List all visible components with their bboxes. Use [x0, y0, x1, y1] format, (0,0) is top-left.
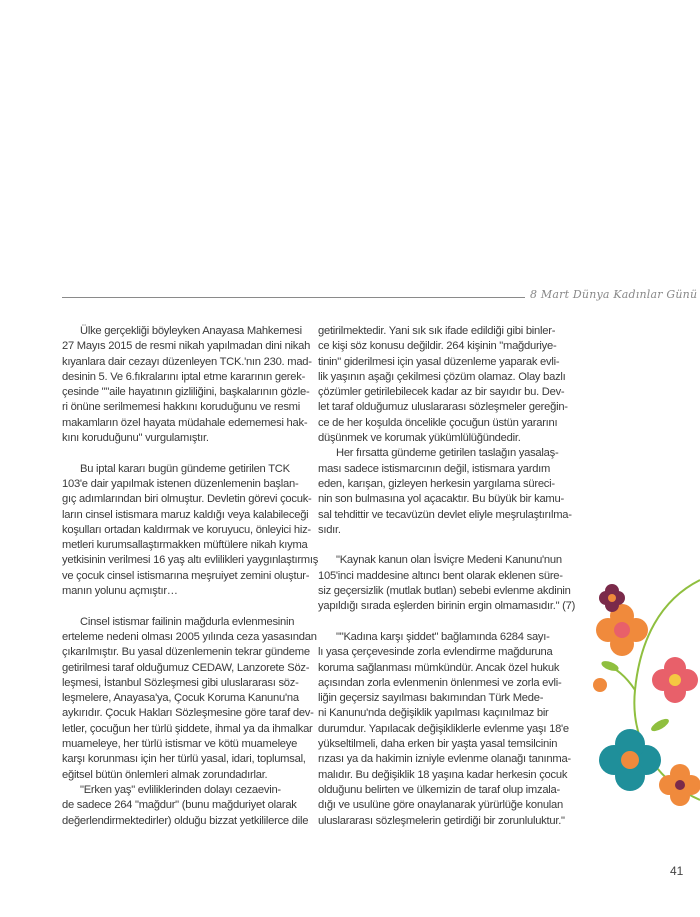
left-column	[62, 324, 317, 829]
text-line: Bu iptal kararı bugün gündeme getirilen TCK	[80, 462, 290, 475]
text-line: kını koruduğunu" vurgulamıştır.	[62, 432, 209, 445]
text-line: letler, çocuğun her türlü şiddete, ihmal ya da ihmalkar	[62, 722, 313, 735]
text-line: 27 Mayıs 2015 de resmi nikah yapılmadan dini nikah	[62, 340, 311, 353]
text-line: düşünmek ve korumak yükümlülüğündedir.	[318, 432, 521, 445]
text-line: "Erken yaş" evliliklerinden dolayı cezaevin-	[80, 783, 281, 796]
text-line: tinin" giderilmesi için yasal düzenleme yaparak evli-	[318, 355, 560, 368]
text-line: ri önüne serilmemesi hakkını koruduğunu ve resmi	[62, 401, 300, 414]
text-line: erteleme nedeni olması 2005 yılında ceza yasasından	[62, 630, 317, 643]
text-line: liğin geçersiz sayılması bakımından Türk Mede-	[318, 692, 544, 705]
text-line: aykırıdır. Çocuk Hakları Sözleşmesine göre taraf dev-	[62, 707, 314, 720]
paragraph	[62, 462, 317, 600]
paragraph	[62, 615, 317, 783]
text-line: karşı korunması için her türlü yasal, idari, toplumsal,	[62, 753, 306, 766]
text-line: eğitsel bütün önlemleri almak zorundadırlar.	[62, 768, 268, 781]
text-line: lik yaşının aşağı çekilmesi çözüm olamaz. Olay bazlı	[318, 370, 566, 383]
text-line: ve çocuk cinsel istismarına meşruiyet zemini oluştur-	[62, 569, 310, 582]
paragraph	[62, 324, 317, 446]
text-line: ni Kanunu'nda değişiklik yapılması kaçınılmaz bir	[318, 707, 549, 720]
text-line: 105'inci maddesine altıncı bent olarak eklenen süre-	[318, 569, 563, 582]
text-line: yükseltilmeli, daha erken bir yaşta yasal temsilcinin	[318, 738, 558, 751]
text-line: durumdur. Yapılacak değişikliklerle evlenme yaşı 18'e	[318, 722, 569, 735]
text-line: getirilmektedir. Yani sık sık ifade edildiği gibi binler-	[318, 325, 556, 337]
text-line: makamların özel hayata müdahale edememesi hak-	[62, 416, 308, 429]
text-line: ce kişi söz konusu değildir. 264 kişinin "mağduriye-	[318, 340, 557, 353]
text-line: olduğunu belirten ve ülkemizin de taraf olup imzala-	[318, 783, 560, 796]
text-line: desinin 5. Ve 6.fıkralarını iptal etme kararının gerek-	[62, 370, 306, 383]
text-line: sıdır.	[318, 523, 341, 536]
text-line: ""Kadına karşı şiddet" bağlamında 6284 sayı-	[336, 630, 550, 643]
header-rule	[62, 297, 525, 298]
text-line: Her fırsatta gündeme getirilen taslağın yasalaş-	[336, 447, 559, 460]
text-line: malıdır. Bu değişiklik 18 yaşına kadar herkesin çocuk	[318, 768, 568, 781]
page-number: 41	[670, 864, 684, 878]
text-line: kıyanlara dair cezayı düzenleyen TCK.'nın 230. mad-	[62, 355, 312, 368]
text-line: sal tehdittir ve tecavüzün devlet eliyle meşrulaştırılma-	[318, 508, 572, 521]
text-line: lı yasa çerçevesinde zorla evlendirme mağduruna	[318, 646, 553, 659]
paragraph	[318, 324, 593, 446]
text-line: çıkarılmıştır. Bu yasal düzenlemenin tekrar gündeme	[62, 646, 310, 659]
text-line: nin son bulmasına yol açacaktır. Bu büyük bir kamu-	[318, 493, 564, 506]
running-title: 8 Mart Dünya Kadınlar Günü	[530, 288, 698, 301]
text-line: leşmelere, Anayasa'ya, Çocuk Koruma Kanunu'na	[62, 692, 299, 705]
text-line: leşmesi, İstanbul Sözleşmesi gibi uluslararası söz-	[62, 676, 299, 689]
paragraph	[318, 446, 593, 538]
paragraph	[318, 630, 593, 829]
text-line: değerlendirmektedirler) olduğu bizzat yetkililerce dile	[62, 814, 309, 827]
text-line: uluslararası sözleşmelerin getirdiği bir zorunluluktur."	[318, 814, 565, 827]
text-line: ması sadece istismarcının değil, istismara yardım	[318, 462, 551, 475]
text-line: Cinsel istismar failinin mağdurla evlenmesinin	[80, 615, 295, 628]
text-line: manın yolunu açmıştır…	[62, 585, 178, 598]
text-line: eden, karışan, gizleyen herkesin yargılama süreci-	[318, 477, 555, 490]
paragraph	[318, 553, 593, 614]
text-line: ların cinsel istismara maruz kaldığı veya kalabileceği	[62, 508, 309, 521]
text-line: let taraf olduğumuz uluslararası sözleşmeler gereğin-	[318, 401, 568, 414]
text-line: Ülke gerçekliği böyleyken Anayasa Mahkemesi	[80, 325, 302, 337]
text-line: getirilmesi taraf olduğumuz CEDAW, Lanzorete Söz-	[62, 661, 310, 674]
text-line: gıç adımlarından biri olmuştur. Devletin görevi çocuk-	[62, 493, 312, 506]
text-line: de sadece 264 "mağdur" (bunu mağduriyet olarak	[62, 799, 297, 812]
text-line: siz geçersizlik (mutlak butlan) sebebi evlenme akdinin	[318, 585, 571, 598]
text-line: dığı ve usulüne göre onaylanarak yürürlüğe konulan	[318, 799, 563, 812]
floral-decoration-icon	[560, 560, 700, 830]
text-line: yetkisinin verilmesi 16 yaş altı evlilikleri yaygınlaştırmış	[62, 554, 319, 567]
text-line: açısından zorla evlenmenin önlenmesi ve zorla evli-	[318, 676, 562, 689]
text-line: metleri kurumsallaştırmakken müftülere nikah kıyma	[62, 539, 308, 552]
text-line: rızası ya da hakimin izniyle evlenme olanağı tanınma-	[318, 753, 571, 766]
text-line: koşulları ortadan kaldırmak ve koruyucu, önleyici hiz-	[62, 523, 311, 536]
text-line: yapıldığı sırada eşlerden birinin ergin olmamasıdır." (7)	[318, 600, 576, 613]
text-line: 103'e dair yapılmak istenen düzenlemenin başlan-	[62, 477, 299, 490]
text-line: ce de her koşulda öncelikle çocuğun üstün yararını	[318, 416, 558, 429]
text-line: çözümler getirilebilecek kadar az bir sayıdır bu. Dev-	[318, 386, 565, 399]
text-line: muameleye, her türlü istismar ve kötü muameleye	[62, 738, 298, 751]
text-line: koruma sağlanması mümkündür. Ancak özel hukuk	[318, 661, 560, 674]
text-line: "Kaynak kanun olan İsviçre Medeni Kanunu'nun	[336, 554, 562, 567]
right-column	[318, 324, 593, 829]
paragraph	[62, 783, 317, 829]
text-line: çesinde ""aile hayatının gizliliğini, başkalarının gözle-	[62, 386, 310, 399]
